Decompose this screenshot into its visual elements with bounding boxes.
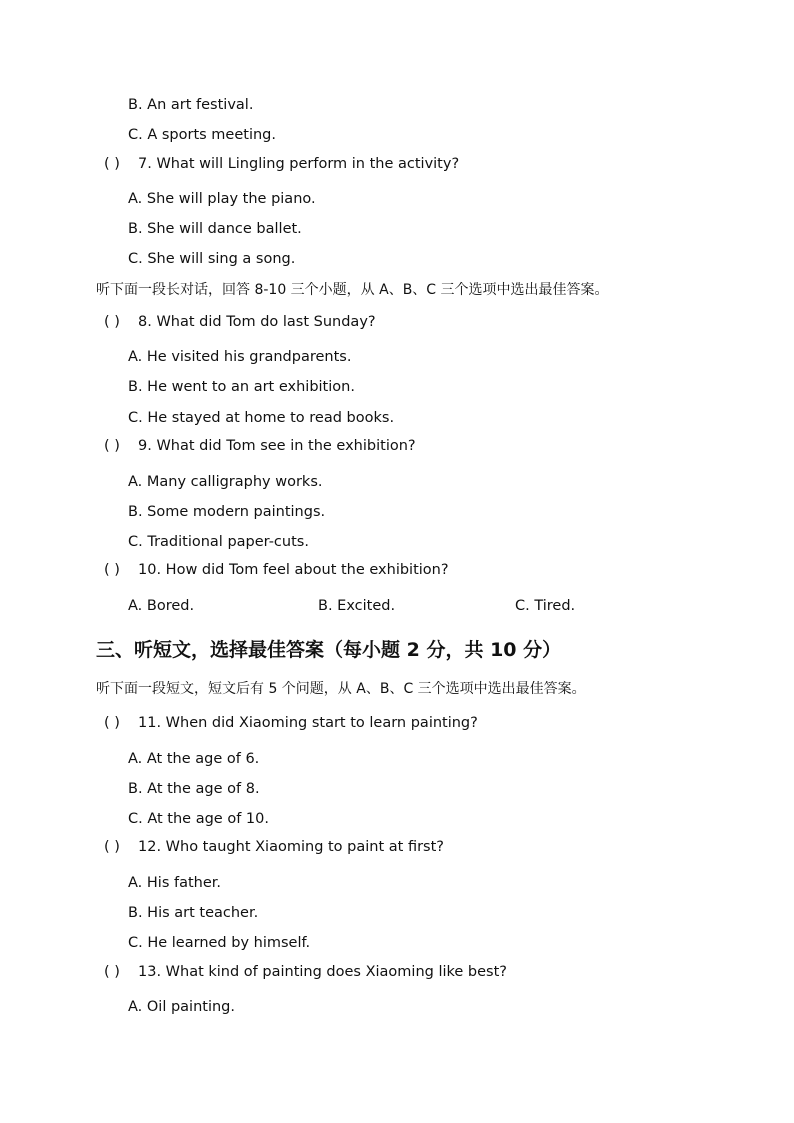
q6-option-c: C. A sports meeting.	[128, 127, 276, 143]
question-9	[104, 436, 416, 456]
q10-option-b: B. Excited.	[318, 598, 396, 614]
instruction-8-10: 听下面一段长对话，回答 8-10 三个小题，从 A、B、C 三个选项中选出最佳答案。	[96, 282, 609, 298]
answer-blank[interactable]: ( )	[104, 715, 120, 731]
answer-blank[interactable]: ( )	[104, 964, 120, 980]
q11-option-a: A. At the age of 6.	[128, 751, 260, 767]
answer-blank[interactable]: ( )	[104, 839, 120, 855]
q11-option-c: C. At the age of 10.	[128, 811, 269, 827]
q10-option-a: A. Bored.	[128, 598, 195, 614]
question-10	[104, 560, 449, 580]
question-text: 13. What kind of painting does Xiaoming like best?	[138, 964, 507, 980]
question-text: 10. How did Tom feel about the exhibition?	[138, 562, 449, 578]
q8-option-b: B. He went to an art exhibition.	[128, 379, 355, 395]
instruction-11-15: 听下面一段短文，短文后有 5 个问题，从 A、B、C 三个选项中选出最佳答案。	[96, 681, 586, 697]
q9-option-a: A. Many calligraphy works.	[128, 474, 323, 490]
answer-blank[interactable]: ( )	[104, 314, 120, 330]
q10-option-c: C. Tired.	[515, 598, 576, 614]
q7-option-c: C. She will sing a song.	[128, 251, 296, 267]
question-text: 9. What did Tom see in the exhibition?	[138, 438, 416, 454]
question-text: 12. Who taught Xiaoming to paint at first?	[138, 839, 444, 855]
q8-option-c: C. He stayed at home to read books.	[128, 410, 395, 426]
q13-option-a: A. Oil painting.	[128, 999, 235, 1015]
q7-option-a: A. She will play the piano.	[128, 191, 316, 207]
question-11	[104, 713, 478, 733]
question-7	[104, 154, 459, 174]
answer-blank[interactable]: ( )	[104, 438, 120, 454]
question-text: 11. When did Xiaoming start to learn painting?	[138, 715, 478, 731]
question-text: 7. What will Lingling perform in the activity?	[138, 156, 460, 172]
q6-option-b: B. An art festival.	[128, 97, 254, 113]
question-text: 8. What did Tom do last Sunday?	[138, 314, 376, 330]
question-13	[104, 962, 507, 982]
answer-blank[interactable]: ( )	[104, 562, 120, 578]
q11-option-b: B. At the age of 8.	[128, 781, 260, 797]
question-8	[104, 312, 376, 332]
q9-option-c: C. Traditional paper-cuts.	[128, 534, 309, 550]
answer-blank[interactable]: ( )	[104, 156, 120, 172]
q7-option-b: B. She will dance ballet.	[128, 221, 302, 237]
section-3-heading: 三、听短文，选择最佳答案（每小题 2 分，共 10 分）	[96, 639, 562, 661]
question-12	[104, 837, 444, 857]
q12-option-b: B. His art teacher.	[128, 905, 259, 921]
q9-option-b: B. Some modern paintings.	[128, 504, 326, 520]
q12-option-a: A. His father.	[128, 875, 222, 891]
q12-option-c: C. He learned by himself.	[128, 935, 311, 951]
q8-option-a: A. He visited his grandparents.	[128, 349, 352, 365]
